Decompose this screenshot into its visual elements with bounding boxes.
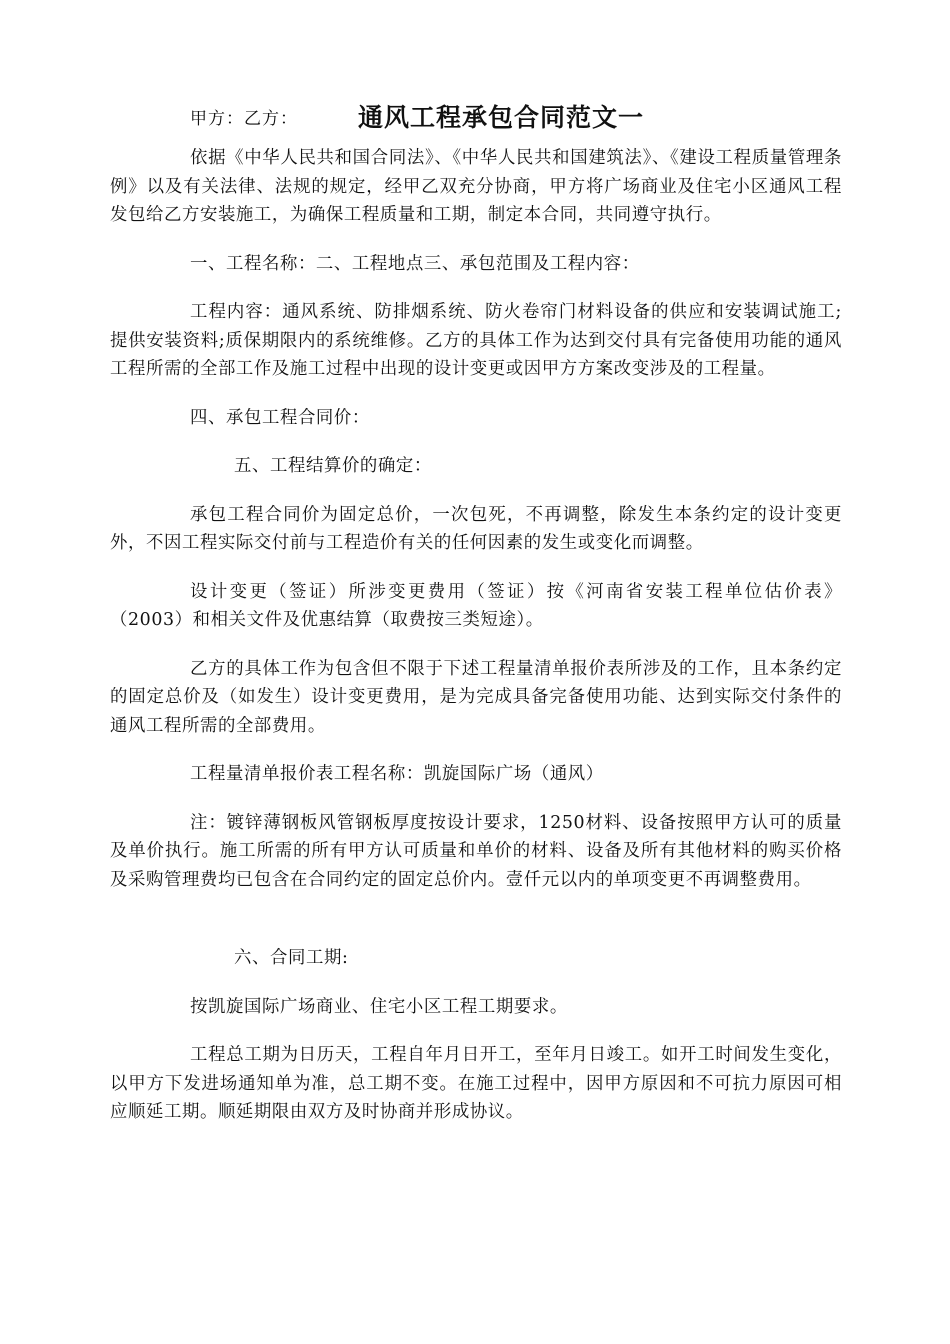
design-change-paragraph: 设计变更（签证）所涉变更费用（签证）按《河南省安装工程单位估价表》（2003）和相关文件及优惠结算（取费按三类短途）。 [110,581,842,630]
section-heading-6: 六、合同工期: [234,948,349,968]
section-heading-4: 四、承包工程合同价： [190,407,370,428]
fixed-price-paragraph: 承包工程合同价为固定总价，一次包死，不再调整，除发生本条约定的设计变更外，不因工程实际交付前与工程造价有关的任何因素的发生或变化而调整。 [110,504,842,553]
work-content-paragraph: 工程内容：通风系统、防排烟系统、防火卷帘门材料设备的供应和安装调试施工;提供安装资料;质保期限内的系统维修。乙方的具体工作为达到交付具有完备使用功能的通风工程所需的全部工作及施工过程中出现的设计变更或因甲方方案改变涉及的工程量。 [110,302,842,379]
parties-line: 甲方：乙方： [190,109,298,129]
note-paragraph: 注：镀锌薄钢板风管钢板厚度按设计要求，1250材料、设备按照甲方认可的质量及单价执行。施工所需的所有甲方认可质量和单价的材料、设备及所有其他材料的购买价格及采购管理费均已包含在合同约定的固定总价内。壹仟元以内的单项变更不再调整费用。 [110,812,842,890]
schedule-requirement-paragraph: 按凯旋国际广场商业、住宅小区工程工期要求。 [190,996,568,1017]
scope-paragraph: 乙方的具体工作为包含但不限于下述工程量清单报价表所涉及的工作，且本条约定的固定总价及（如发生）设计变更费用，是为完成具备完备使用功能、达到实际交付条件的通风工程所需的全部费用。 [110,658,842,736]
blank-space [110,914,842,944]
section-heading-1-3: 一、工程名称：二、工程地点三、承包范围及工程内容： [190,253,640,274]
total-duration-paragraph: 工程总工期为日历天，工程自年月日开工，至年月日竣工。如开工时间发生变化，以甲方下发进场通知单为准，总工期不变。在施工过程中，因甲方原因和不可抗力原因可相应顺延工期。顺延期限由双方及时协商并形成协议。 [110,1045,842,1122]
bill-of-quantities-paragraph: 工程量清单报价表工程名称：凯旋国际广场（通风） [190,764,604,784]
document-header [190,98,870,148]
document-title: 通风工程承包合同范文一 [358,103,645,132]
section-heading-5: 五、工程结算价的确定： [234,456,432,476]
intro-paragraph: 依据《中华人民共和国合同法》、《中华人民共和国建筑法》、《建设工程质量管理条例》以及有关法律、法规的规定，经甲乙双充分协商，甲方将广场商业及住宅小区通风工程发包给乙方安装施工，为确保工程质量和工期，制定本合同，共同遵守执行。 [110,148,842,225]
document-body [110,144,842,1147]
